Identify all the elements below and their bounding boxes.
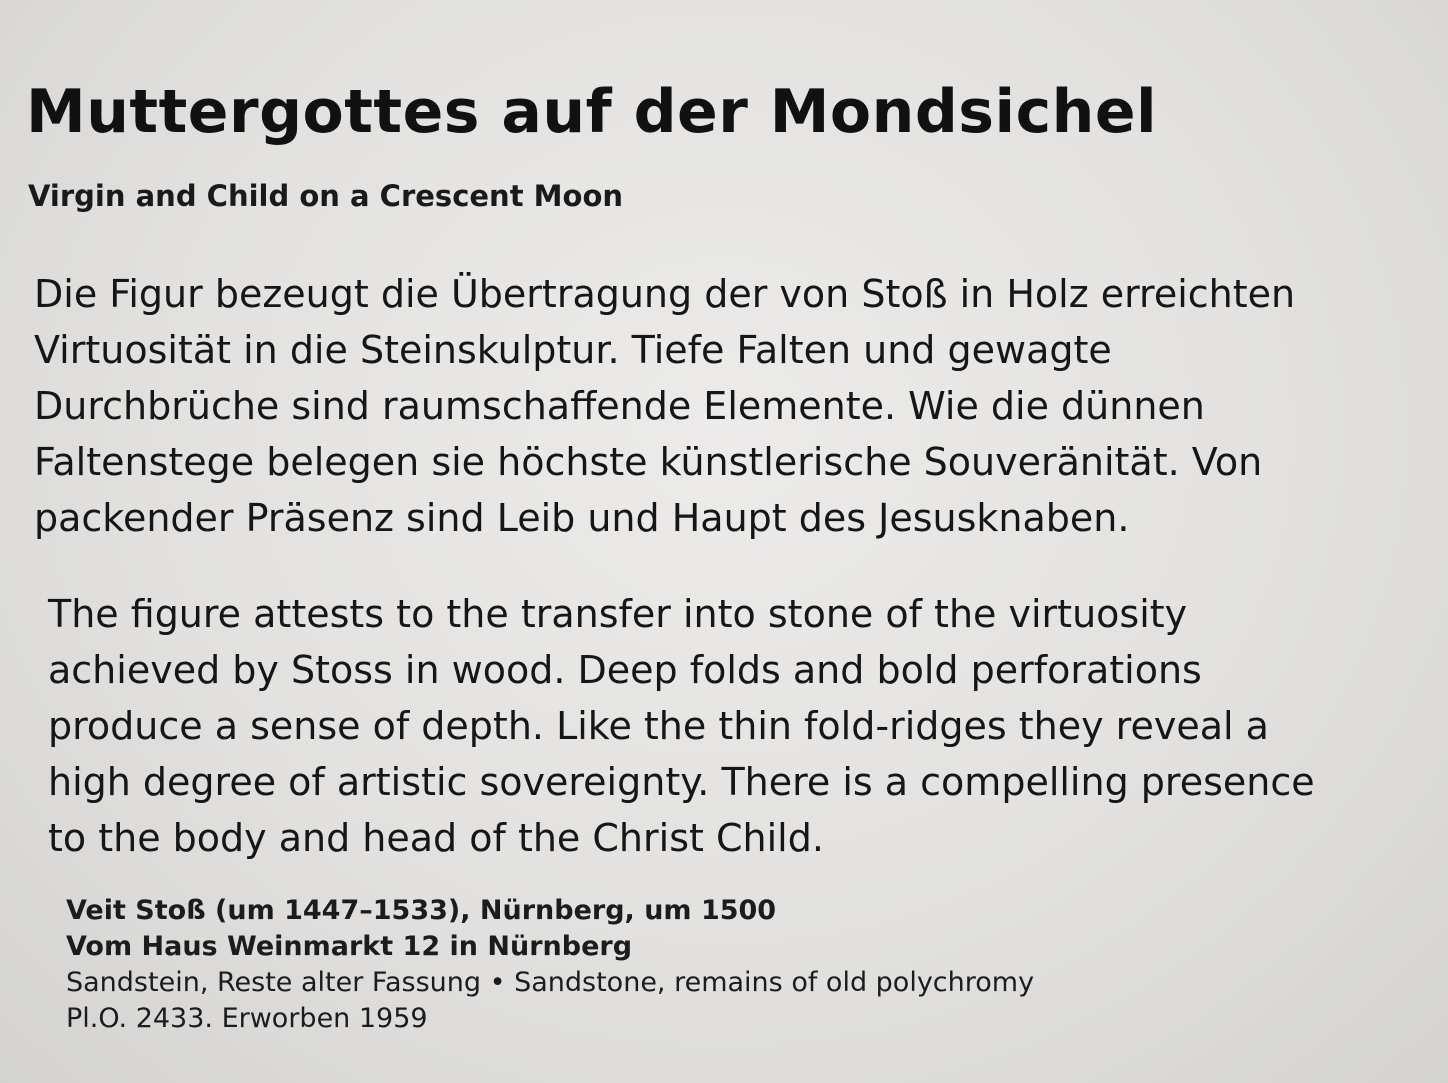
description-line: to the body and head of the Christ Child.: [48, 816, 824, 860]
provenance-line: Vom Haus Weinmarkt 12 in Nürnberg: [66, 931, 633, 962]
artist-line: Veit Stoß (um 1447–1533), Nürnberg, um 1500: [66, 895, 777, 926]
material-line: Sandstein, Reste alter Fassung • Sandstone, remains of old polychromy: [66, 967, 1035, 998]
description-line: Faltenstege belegen sie höchste künstlerische Souveränität. Von: [34, 440, 1263, 484]
object-credits: [66, 893, 1034, 1037]
description-line: produce a sense of depth. Like the thin fold-ridges they reveal a: [48, 704, 1269, 748]
description-line: Virtuosität in die Steinskulptur. Tiefe Falten und gewagte: [34, 328, 1112, 372]
description-line: The figure attests to the transfer into stone of the virtuosity: [48, 592, 1188, 636]
description-german: [34, 266, 1295, 546]
inventory-line: Pl.O. 2433. Erworben 1959: [66, 1003, 428, 1034]
description-line: high degree of artistic sovereignty. There is a compelling presence: [48, 760, 1315, 804]
description-english: [48, 586, 1315, 866]
description-line: Die Figur bezeugt die Übertragung der von Stoß in Holz erreichten: [34, 272, 1296, 316]
description-line: Durchbrüche sind raumschaffende Elemente. Wie die dünnen: [34, 384, 1205, 428]
description-line: packender Präsenz sind Leib und Haupt des Jesusknaben.: [34, 496, 1130, 540]
description-line: achieved by Stoss in wood. Deep folds and bold perforations: [48, 648, 1202, 692]
label-title: Muttergottes auf der Mondsichel: [26, 77, 1158, 147]
label-subtitle: Virgin and Child on a Crescent Moon: [28, 179, 624, 213]
